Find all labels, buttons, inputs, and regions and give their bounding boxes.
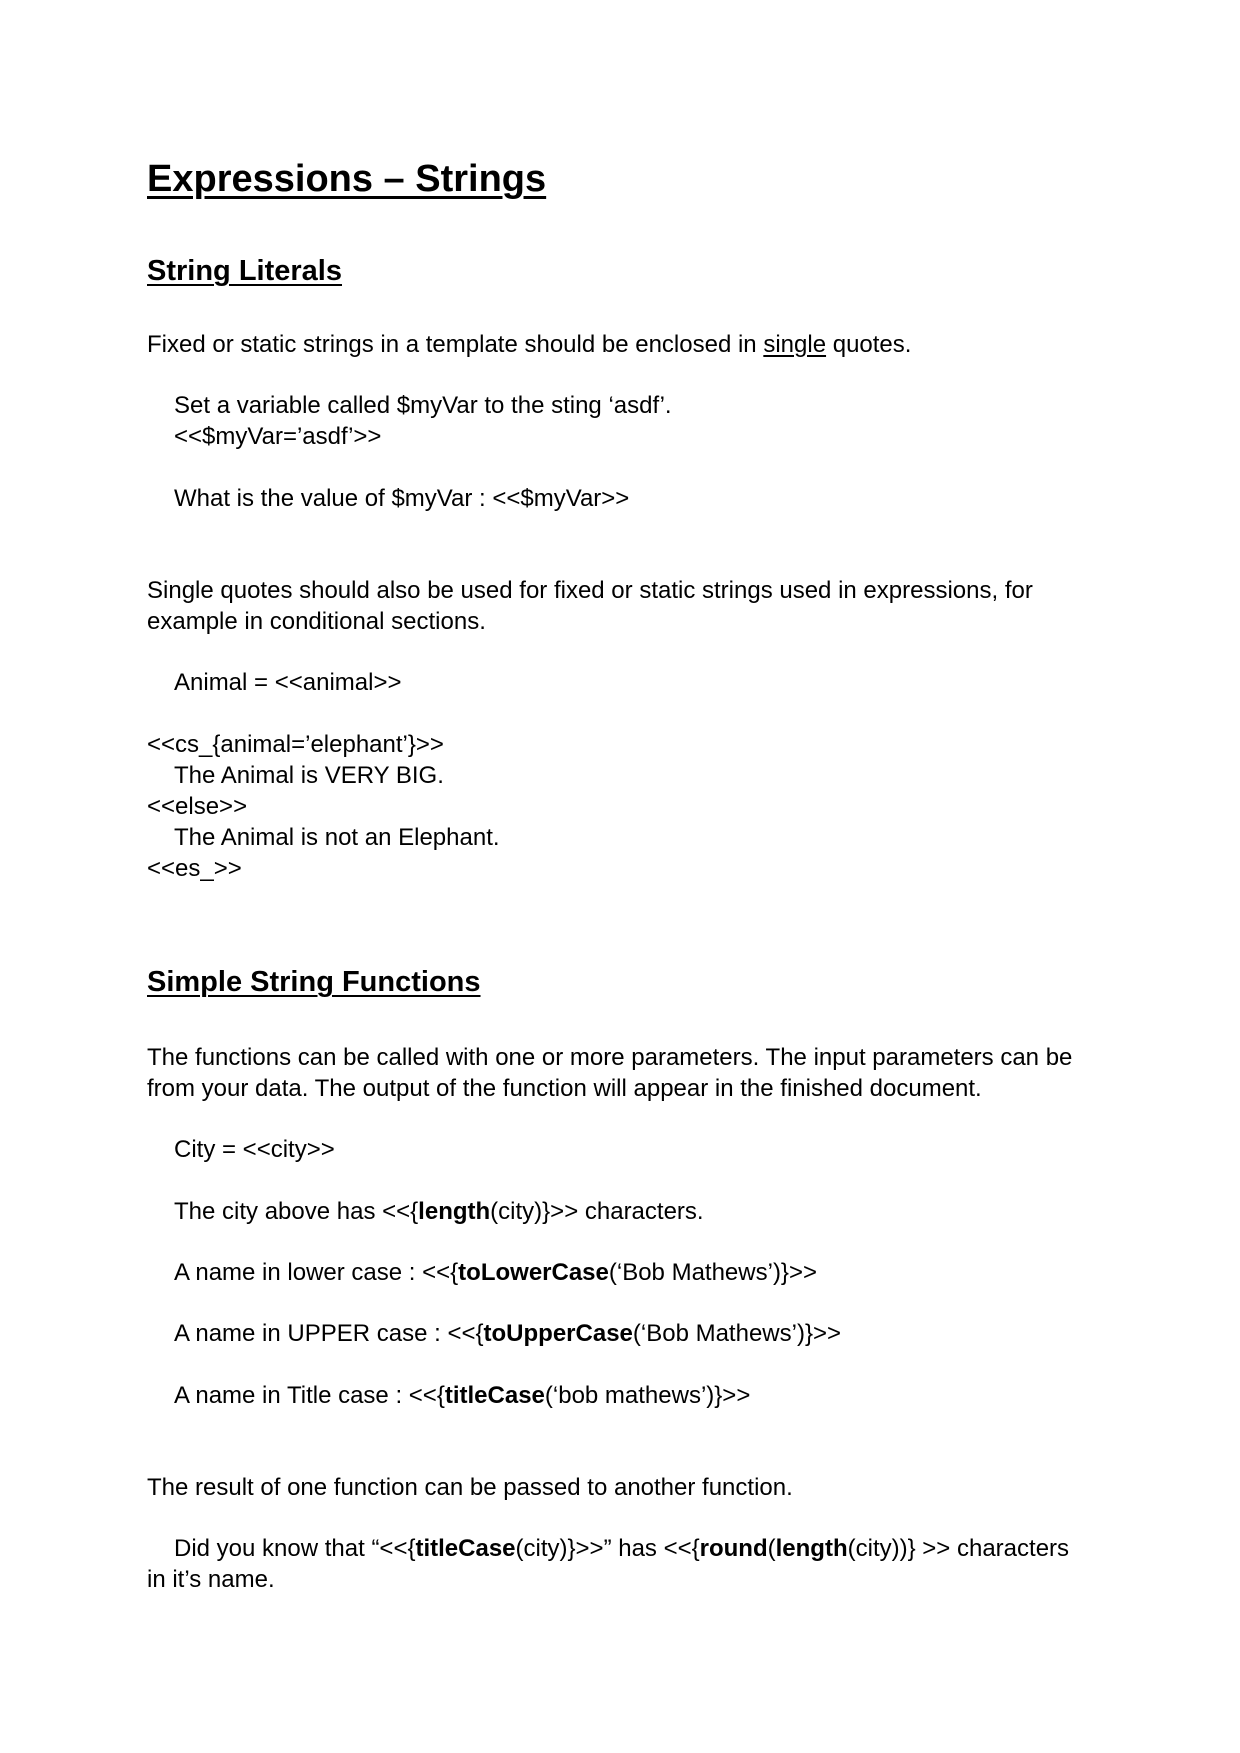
example-city: City = <<city>> — [174, 1136, 335, 1163]
example-titlecase-pre: A name in Title case : <<{ — [174, 1382, 445, 1409]
function-name-tolowercase: toLowerCase — [458, 1259, 609, 1286]
page-title: Expressions – Strings — [147, 158, 547, 200]
functions-paragraph-line2: from your data. The output of the function will appear in the finished document. — [147, 1075, 982, 1102]
nested-text-3: ( — [767, 1535, 776, 1562]
conditional-true-text: The Animal is VERY BIG. — [174, 762, 444, 789]
example-set-var-code: <<$myVar=’asdf’>> — [174, 423, 382, 450]
section-heading-string-functions: Simple String Functions — [147, 966, 481, 998]
example-nested-line1 — [174, 1533, 1069, 1564]
function-name-touppercase: toUpperCase — [483, 1320, 633, 1347]
example-titlecase-post: (‘bob mathews’)}>> — [544, 1382, 751, 1409]
section-heading-string-literals: String Literals — [147, 255, 342, 287]
nesting-paragraph: The result of one function can be passed to another function. — [147, 1474, 793, 1501]
example-set-var-description: Set a variable called $myVar to the sting ‘asdf’. — [174, 392, 672, 419]
paragraph-single-quotes-line2: example in conditional sections. — [147, 608, 486, 635]
conditional-false-text: The Animal is not an Elephant. — [174, 824, 500, 851]
function-name-titlecase: titleCase — [444, 1382, 545, 1409]
nested-text-4: (city))} >> characters — [847, 1535, 1070, 1562]
intro-text: Fixed or static strings in a template should be enclosed in — [147, 331, 764, 358]
function-name-length-nested: length — [775, 1535, 848, 1562]
conditional-open: <<cs_{animal=’elephant’}>> — [147, 731, 444, 758]
nested-text-2: (city)}>>” has <<{ — [515, 1535, 700, 1562]
example-nested-line2: in it’s name. — [147, 1566, 275, 1593]
example-titlecase — [174, 1380, 750, 1411]
functions-paragraph-line1: The functions can be called with one or more parameters. The input parameters can be — [147, 1044, 1073, 1071]
function-name-round: round — [699, 1535, 768, 1562]
paragraph-single-quotes-line1: Single quotes should also be used for fixed or static strings used in expressions, for — [147, 577, 1033, 604]
example-length-pre: The city above has <<{ — [174, 1198, 419, 1225]
function-name-length: length — [418, 1198, 491, 1225]
intro-paragraph — [147, 329, 911, 360]
example-uppercase-post: (‘Bob Mathews’)}>> — [632, 1320, 841, 1347]
example-lowercase — [174, 1257, 817, 1288]
intro-underlined-word: single — [763, 331, 827, 358]
conditional-else: <<else>> — [147, 793, 248, 820]
example-uppercase — [174, 1318, 841, 1349]
example-length-post: (city)}>> characters. — [490, 1198, 704, 1225]
example-lowercase-post: (‘Bob Mathews’)}>> — [608, 1259, 817, 1286]
nested-text-1: Did you know that “<<{ — [174, 1535, 416, 1562]
example-uppercase-pre: A name in UPPER case : <<{ — [174, 1320, 484, 1347]
conditional-close: <<es_>> — [147, 855, 242, 882]
example-lowercase-pre: A name in lower case : <<{ — [174, 1259, 459, 1286]
intro-text-end: quotes. — [826, 331, 912, 358]
function-name-titlecase-nested: titleCase — [415, 1535, 516, 1562]
example-length — [174, 1196, 704, 1227]
example-var-value: What is the value of $myVar : <<$myVar>> — [174, 485, 630, 512]
example-animal: Animal = <<animal>> — [174, 669, 402, 696]
